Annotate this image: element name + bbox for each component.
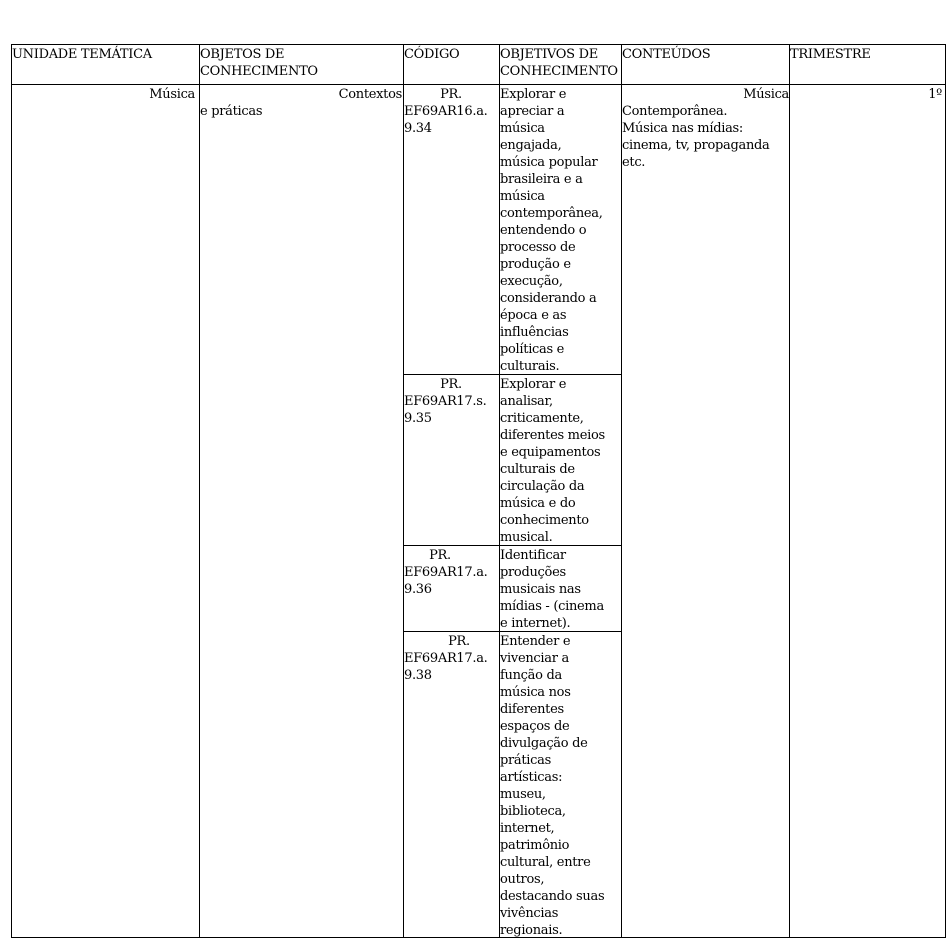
header-divider <box>12 84 945 85</box>
code-prefix: PR. <box>429 548 451 563</box>
column-divider <box>621 45 622 937</box>
column-divider <box>199 45 200 937</box>
trimestre-value: 1º <box>928 87 942 102</box>
objective-text: Explorar e analisar, criticamente, diferentes meios e equipamentos culturais de circulação da música e do conhecimento musical. <box>500 377 605 545</box>
objetos-value-line2: e práticas <box>200 104 263 119</box>
code-prefix: PR. <box>440 377 462 392</box>
objetos-value-line1: Contextos <box>338 87 402 102</box>
curriculum-table <box>11 44 946 938</box>
column-divider <box>403 45 404 937</box>
column-divider <box>789 45 790 937</box>
code-value: EF69AR17.a. 9.36 <box>404 565 488 597</box>
objective-text: Explorar e apreciar a música engajada, música popular brasileira e a música contemporânea, entendendo o processo de produção e execução, considerando a época e as influências políticas e culturais. <box>500 87 603 374</box>
objective-text: Entender e vivenciar a função da música nos diferentes espaços de divulgação de práticas artísticas: museu, biblioteca, internet, patrimônio cultural, entre outros, destacando suas vivências regionais. <box>500 634 605 938</box>
objective-text: Identificar produções musicais nas mídias - (cinema e internet). <box>500 548 604 631</box>
code-value: EF69AR17.s. 9.35 <box>404 394 487 426</box>
code-prefix: PR. <box>440 87 462 102</box>
unidade-tematica-value: Música <box>149 87 195 102</box>
code-value: EF69AR17.a. 9.38 <box>404 651 488 683</box>
conteudos-value: Contemporânea. Música nas mídias: cinema, tv, propaganda etc. <box>622 104 770 170</box>
header-trimestre: TRIMESTRE <box>790 47 871 62</box>
header-codigo: CÓDIGO <box>404 47 460 62</box>
code-value: EF69AR16.a. 9.34 <box>404 104 488 136</box>
header-conteudos: CONTEÚDOS <box>622 47 711 62</box>
header-unidade-tematica: UNIDADE TEMÁTICA <box>12 47 152 62</box>
code-prefix: PR. <box>448 634 470 649</box>
header-objetivos-de-conhecimento: OBJETIVOS DE CONHECIMENTO <box>500 47 618 79</box>
conteudos-value-line1: Música <box>743 87 789 102</box>
header-objetos-de-conhecimento: OBJETOS DE CONHECIMENTO <box>200 47 318 79</box>
